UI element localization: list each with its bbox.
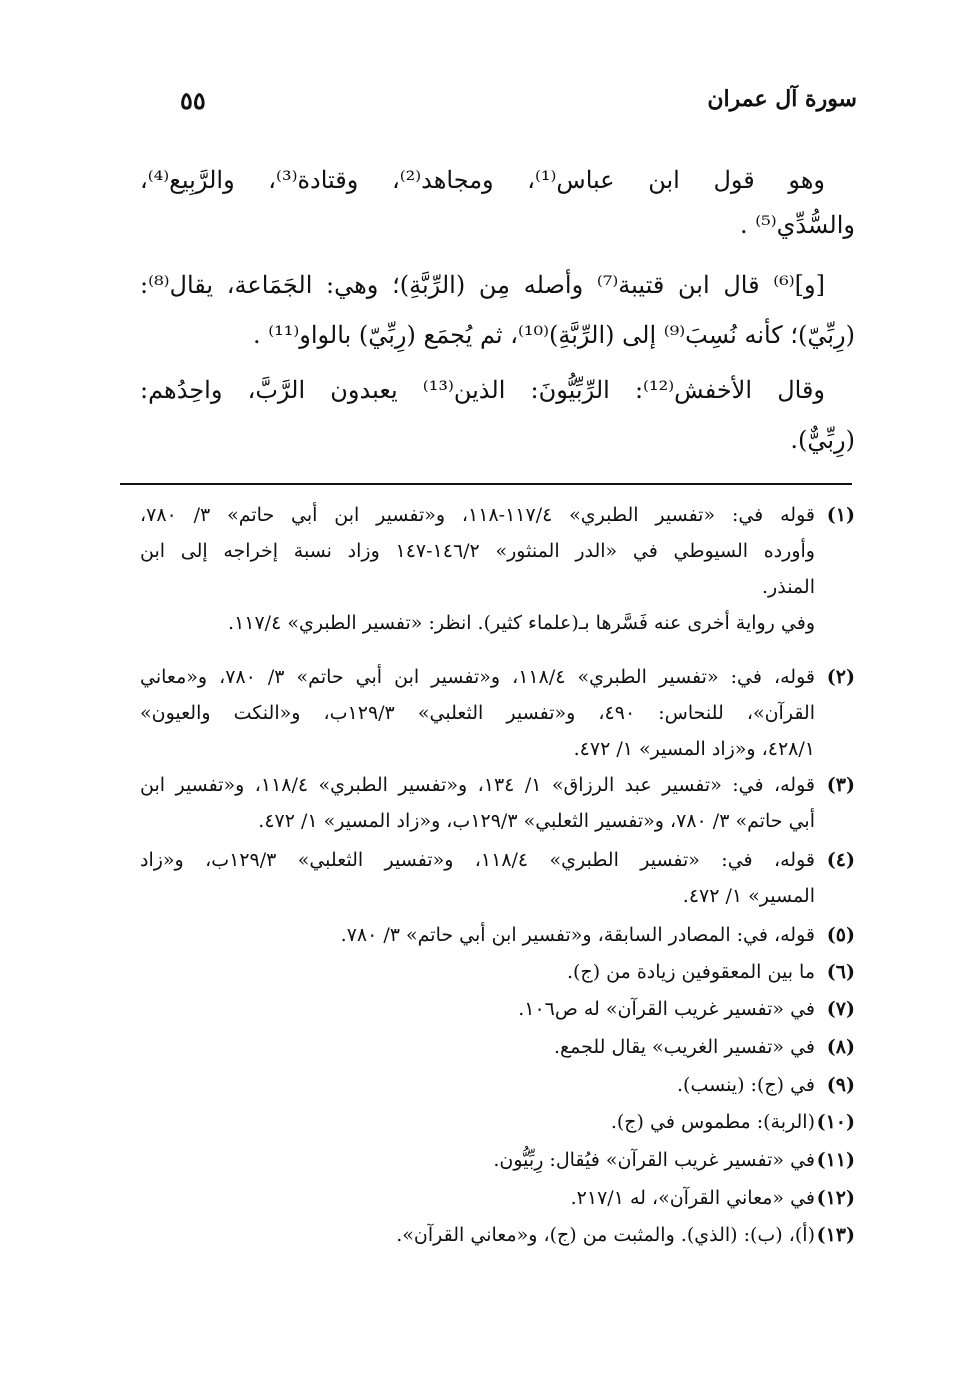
footnote-number: (٩) <box>826 1074 855 1096</box>
footnote-line: (أ)، (ب): (الذي). والمثبت من (ج)، و«معاني القرآن». <box>396 1224 815 1246</box>
footnote-number: (١١) <box>816 1149 855 1171</box>
main-text-line: (رِبِّيّ)؛ كأنه نُسِبَ⁽⁹⁾ إلى (الرِّبَّةِ)⁽¹⁰⁾، ثم يُجمَع (رِبِّيّ) بالواو⁽¹¹⁾ . <box>252 321 855 349</box>
footnote-line: القرآن»، للنحاس: ٤٩٠، و«تفسير الثعلبي» ١٢٩/٣ب، و«النكت والعيون» <box>140 702 815 724</box>
footnote-line: وأورده السيوطي في «الدر المنثور» ١٤٦/٢-١٤٧ وزاد نسبة إخراجه إلى ابن <box>140 540 815 562</box>
footnote-line: في «معاني القرآن»، له ٢١٧/١. <box>570 1187 815 1209</box>
footnote-number: (٢) <box>826 666 855 688</box>
footnote-number: (٥) <box>826 924 855 946</box>
main-text-line: (رِبِّيٌّ). <box>790 426 855 454</box>
footnote-number: (٧) <box>826 998 855 1020</box>
footnote-number: (١) <box>826 504 855 526</box>
footnote-line: المسير» ١/ ٤٧٢. <box>682 885 815 907</box>
footnote-number: (٨) <box>826 1036 855 1058</box>
footnote-divider <box>120 483 852 485</box>
footnote-line: المنذر. <box>762 576 815 598</box>
footnote-number: (١٢) <box>816 1187 855 1209</box>
main-text-line: وقال الأخفش⁽¹²⁾: الرِّبِّيُّونَ: الذين⁽¹³⁾ يعبدون الرَّبَّ، واحِدُهم: <box>140 376 826 404</box>
footnote-line: أبي حاتم» ٣/ ٧٨٠، و«تفسير الثعلبي» ١٢٩/٣ب، و«زاد المسير» ١/ ٤٧٢. <box>258 810 815 832</box>
page-number: ٥٥ <box>180 86 206 115</box>
surah-title: سورة آل عمران <box>707 86 857 112</box>
footnote-number: (٣) <box>826 774 855 796</box>
footnote-line: قوله، في: المصادر السابقة، و«تفسير ابن أبي حاتم» ٣/ ٧٨٠. <box>340 924 815 946</box>
footnote-number: (١٠) <box>816 1111 855 1133</box>
main-text-line: والسُّدِّي⁽⁵⁾ . <box>739 211 855 239</box>
footnote-line: في «تفسير الغريب» يقال للجمع. <box>553 1036 815 1058</box>
footnote-number: (١٣) <box>816 1224 855 1246</box>
footnote-number: (٤) <box>826 849 855 871</box>
footnote-line: في (ج): (ينسب). <box>677 1074 815 1096</box>
footnote-line: في «تفسير غريب القرآن» له ص١٠٦. <box>518 998 815 1020</box>
footnote-line: قوله في: «تفسير الطبري» ١١٧/٤-١١٨، و«تفسير ابن أبي حاتم» ٣/ ٧٨٠، <box>140 504 815 526</box>
footnote-line: ما بين المعقوفين زيادة من (ج). <box>566 961 815 983</box>
footnote-line: ٤٢٨/١، و«زاد المسير» ١/ ٤٧٢. <box>573 738 815 760</box>
footnote-line: في «تفسير غريب القرآن» فيُقال: رِبِّيُّون. <box>493 1149 815 1171</box>
footnote-line: قوله، في: «تفسير الطبري» ١١٨/٤، و«تفسير ابن أبي حاتم» ٣/ ٧٨٠، و«معاني <box>140 666 815 688</box>
footnote-line: قوله، في: «تفسير الطبري» ١١٨/٤، و«تفسير الثعلبي» ١٢٩/٣ب، و«زاد <box>140 849 815 871</box>
footnote-line: وفي رواية أخرى عنه فَسَّرها بـ(علماء كثير). انظر: «تفسير الطبري» ١١٧/٤. <box>228 612 815 634</box>
footnote-number: (٦) <box>826 961 855 983</box>
main-text-line: [و]⁽⁶⁾ قال ابن قتيبة⁽⁷⁾ وأصله مِن (الرِّبَّةِ)؛ وهي: الجَمَاعة، يقال⁽⁸⁾: <box>140 271 825 299</box>
main-text-line: وهو قول ابن عباس⁽¹⁾، ومجاهد⁽²⁾، وقتادة⁽³⁾، والرَّبِيع⁽⁴⁾، <box>140 166 826 194</box>
footnote-line: قوله، في: «تفسير عبد الرزاق» ١/ ١٣٤، و«تفسير الطبري» ١١٨/٤، و«تفسير ابن <box>140 774 815 796</box>
footnote-line: (الربة): مطموس في (ج). <box>610 1111 815 1133</box>
